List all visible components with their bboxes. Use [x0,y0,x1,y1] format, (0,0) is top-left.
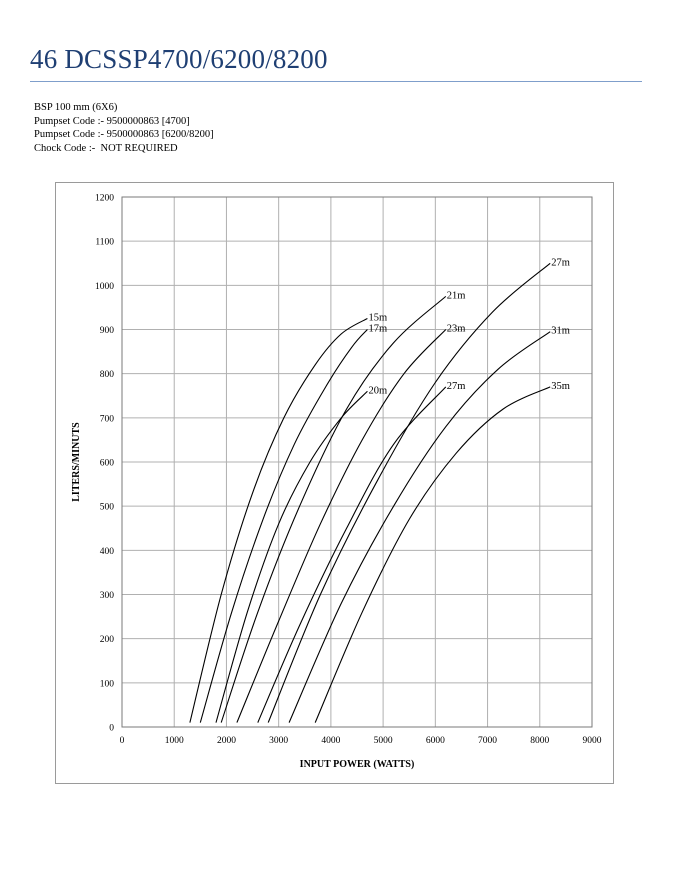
curve-label: 23m [446,323,466,335]
x-tick-label: 6000 [425,736,445,746]
page-title: 46 DCSSP4700/6200/8200 [30,44,328,74]
curve-20m-2 [216,391,367,722]
y-tick-label: 0 [109,723,114,734]
y-tick-label: 600 [99,458,114,469]
curve-label: 17m [368,323,388,335]
y-tick-label: 1000 [95,281,114,292]
curve-35m-8 [315,387,550,723]
y-tick-label: 100 [99,679,114,690]
y-tick-label: 800 [99,370,114,381]
x-tick-label: 2000 [216,736,236,746]
y-tick-label: 1100 [95,237,114,248]
curve-21m-3 [221,296,446,722]
curve-label: 35m [551,380,570,392]
spec-bsp-size: BSP 100 mm (6X6) [34,102,118,113]
curve-31m-7 [289,332,550,723]
curve-label: 31m [551,325,570,337]
spec-pumpset-code-4700: Pumpset Code :- 9500000863 [4700] [34,115,190,127]
curve-27m-6 [268,263,550,722]
x-tick-label: 5000 [373,736,393,746]
x-tick-label: 8000 [530,736,550,746]
x-tick-label: 7000 [478,736,498,746]
spec-chock-code: Chock Code :- NOT REQUIRED [34,142,178,154]
spec-block [34,101,214,155]
curve-label: 27m [446,380,466,392]
x-tick-label: 1000 [164,736,184,746]
x-tick-label: 0 [119,736,125,746]
y-tick-label: 400 [99,546,114,557]
y-tick-label: 200 [99,635,114,646]
spec-pumpset-code-6200-8200: Pumpset Code :- 9500000863 [6200/8200] [34,129,214,140]
y-tick-label: 900 [99,326,114,336]
curve-17m-1 [200,330,367,723]
x-tick-label: 4000 [321,736,341,746]
x-axis-label: INPUT POWER (WATTS) [299,759,415,770]
curve-label: 21m [446,290,466,302]
curve-label: 15m [368,312,388,324]
chart-frame [55,182,614,784]
curve-label: 27m [551,257,570,269]
curve-label: 20m [368,385,388,397]
y-tick-label: 1200 [95,193,114,204]
y-axis-label: LITERS/MINUTS [71,422,82,502]
y-tick-label: 300 [99,591,114,601]
x-tick-label: 9000 [582,736,602,746]
curve-23m-4 [237,330,446,723]
title-divider [30,81,642,82]
y-tick-label: 700 [99,414,114,425]
x-tick-label: 3000 [269,736,289,746]
performance-chart [56,183,615,785]
y-tick-label: 500 [99,502,114,513]
curve-27m-5 [258,387,446,723]
